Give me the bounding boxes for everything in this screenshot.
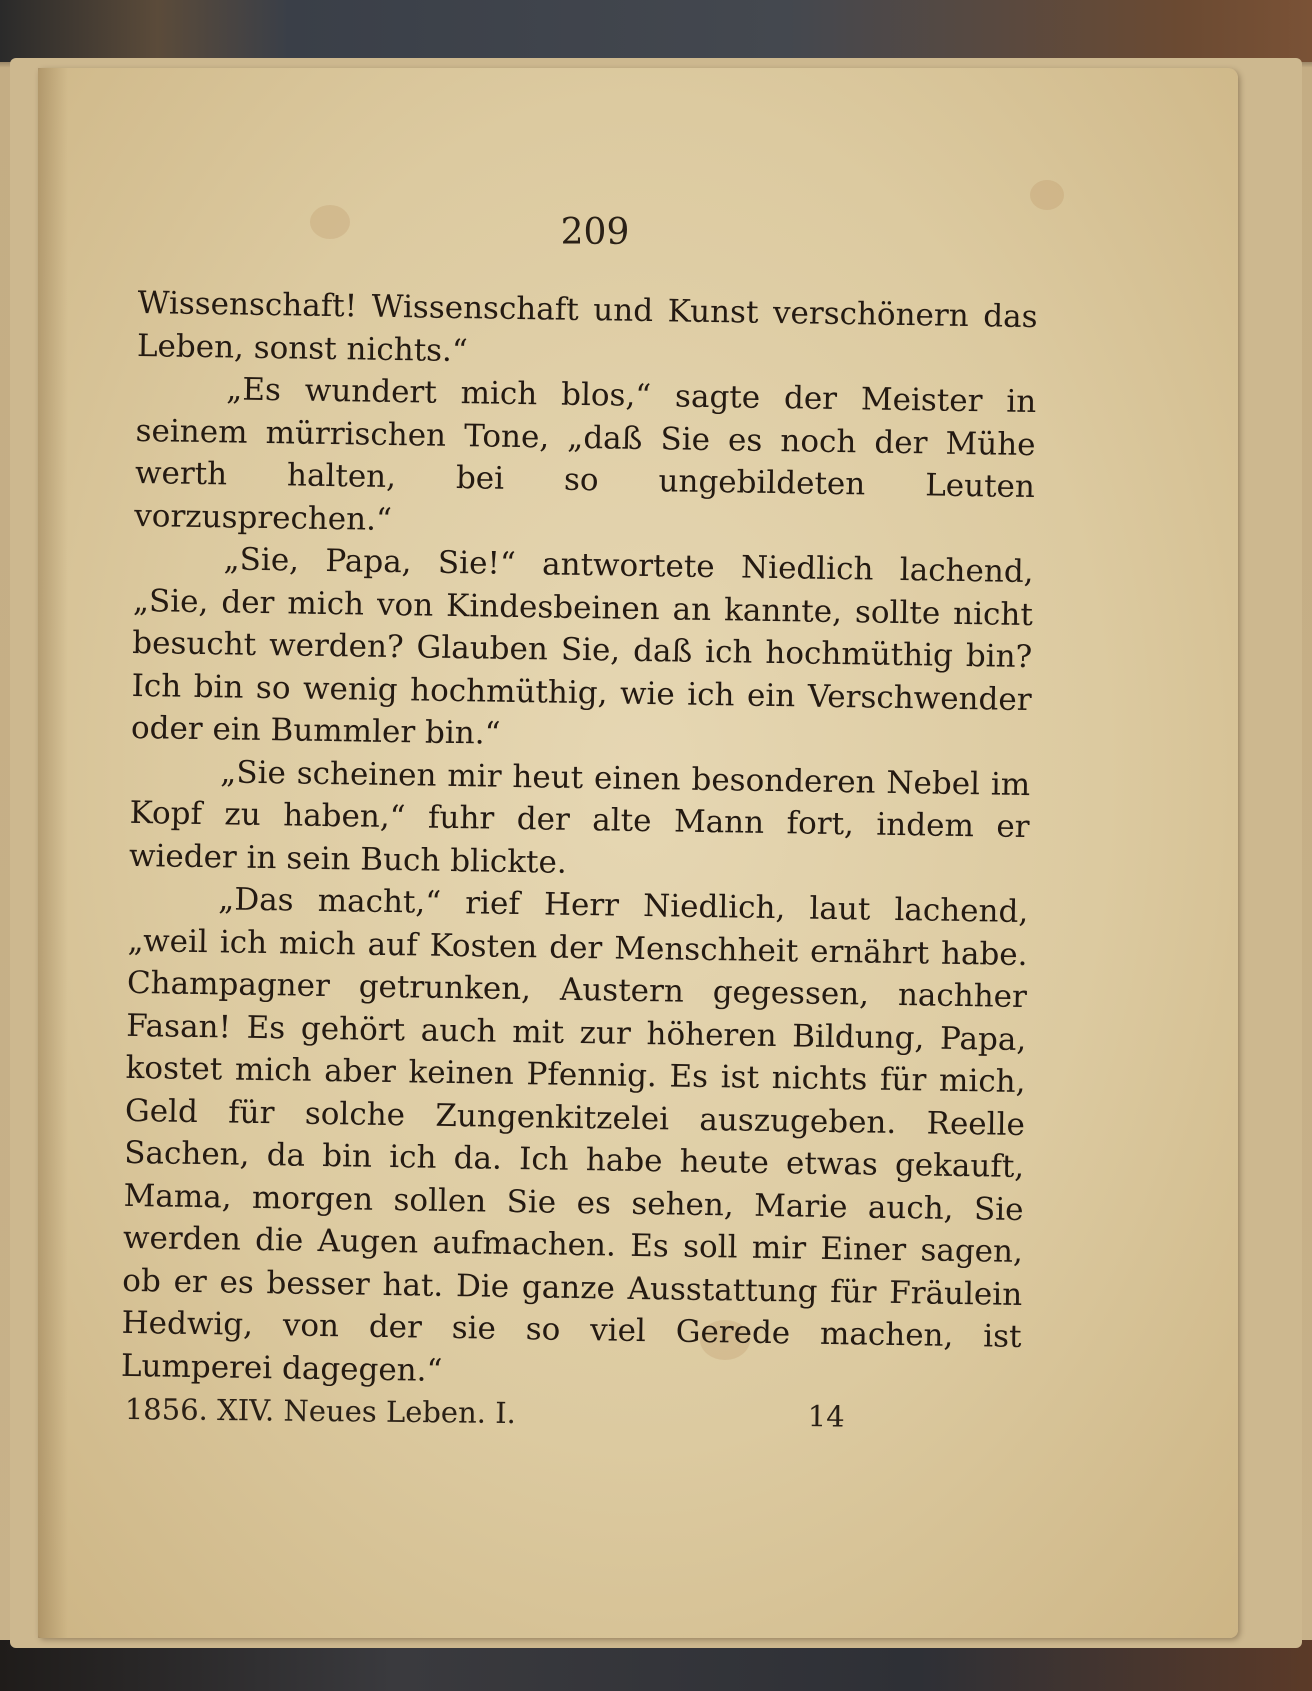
paragraph: Wissenschaft! Wissenschaft und Kunst verschönern das Leben, sonst nichts.“	[136, 284, 1038, 369]
cover-top-edge	[0, 0, 1312, 62]
paragraph: „Das macht,“ rief Herr Niedlich, laut lachend, „weil ich mich auf Kosten der Menschheit ernährt habe. Champagner getrunken, Austern gegessen, nachher Fasan! Es gehört auch mit zur höheren Bildung, Papa, kostet mich aber keinen Pfennig. Es ist nichts für mich, Geld für solche Zungenkitzelei auszugeben. Reelle Sachen, da bin ich da. Ich habe heute etwas gekauft, Mama, morgen sollen Sie es sehen, Marie auch, Sie werden die Augen aufmachen. Es soll mir Einer sagen, ob er es besser hat. Die ganze Ausstattung für Fräulein Hedwig, von der sie so viel Gerede machen, ist Lumperei dagegen.“	[120, 881, 1029, 1389]
page-number: 209	[560, 212, 630, 253]
paragraph: „Sie, Papa, Sie!“ antwortete Niedlich lachend, „Sie, der mich von Kindesbeinen an kannte, sollte nicht besucht werden? Glauben Sie, daß ich hochmüthig bin? Ich bin so wenig hochmüthig, wie ich ein Verschwender oder ein Bummler bin.“	[130, 541, 1034, 752]
page-gutter-shadow	[38, 68, 68, 1638]
body-text	[121, 282, 1038, 1401]
sheet-number: 14	[807, 1399, 845, 1434]
paragraph: „Es wundert mich blos,“ sagte der Meister in seinem mürrischen Tone, „daß Sie es noch der Mühe werth halten, bei so ungebildeten Leuten vorzusprechen.“	[134, 371, 1037, 538]
paragraph: „Sie scheinen mir heut einen besonderen Nebel im Kopf zu haben,“ fuhr der alte Mann fort, indem er wieder in sein Buch blickte.	[128, 753, 1031, 881]
printer-signature: 1856. XIV. Neues Leben. I.	[124, 1392, 517, 1431]
paper-stain	[310, 205, 350, 239]
paper-stain	[1030, 180, 1064, 210]
